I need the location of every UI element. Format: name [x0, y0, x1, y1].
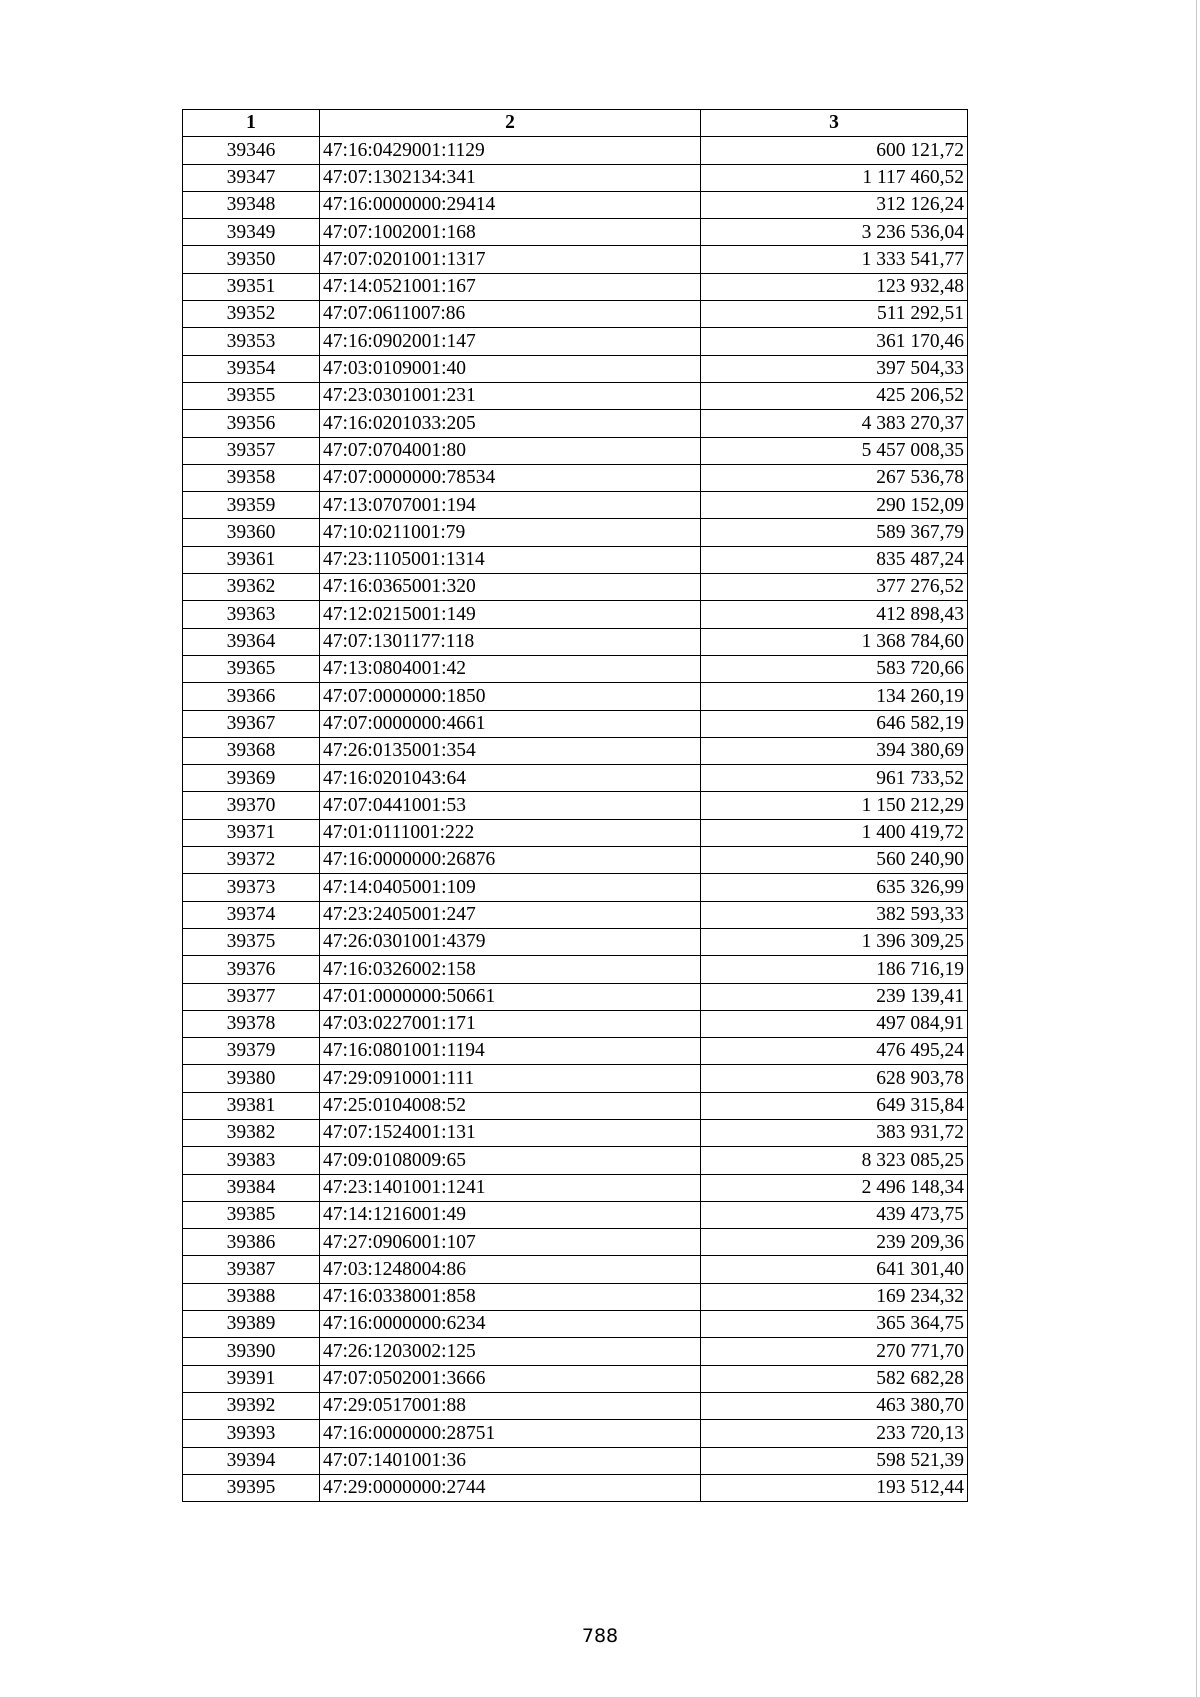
table-row — [183, 1092, 968, 1119]
value-cell: 382 593,33 — [701, 901, 968, 928]
cadastral-number-cell: 47:16:0201033:205 — [320, 410, 701, 437]
value-cell: 361 170,46 — [701, 328, 968, 355]
cadastral-number-cell: 47:16:0801001:1194 — [320, 1038, 701, 1065]
row-number-cell: 39376 — [183, 956, 320, 983]
value-cell: 641 301,40 — [701, 1256, 968, 1283]
table-row — [183, 874, 968, 901]
table-row — [183, 983, 968, 1010]
value-cell: 582 682,28 — [701, 1365, 968, 1392]
table-row — [183, 901, 968, 928]
cadastral-number-cell: 47:07:0000000:78534 — [320, 464, 701, 491]
row-number-cell: 39359 — [183, 492, 320, 519]
table-row — [183, 1256, 968, 1283]
value-cell: 560 240,90 — [701, 847, 968, 874]
table-header — [183, 110, 968, 137]
table-row — [183, 410, 968, 437]
table-row — [183, 1420, 968, 1447]
cadastral-number-cell: 47:03:0227001:171 — [320, 1010, 701, 1037]
cadastral-number-cell: 47:07:0000000:1850 — [320, 683, 701, 710]
cadastral-number-cell: 47:14:0521001:167 — [320, 273, 701, 300]
cadastral-number-cell: 47:16:0902001:147 — [320, 328, 701, 355]
table-row — [183, 737, 968, 764]
cadastral-number-cell: 47:09:0108009:65 — [320, 1147, 701, 1174]
table-row — [183, 1038, 968, 1065]
table-row — [183, 273, 968, 300]
table-row — [183, 928, 968, 955]
row-number-cell: 39371 — [183, 819, 320, 846]
row-number-cell: 39379 — [183, 1038, 320, 1065]
value-cell: 600 121,72 — [701, 137, 968, 164]
cadastral-number-cell: 47:07:1401001:36 — [320, 1447, 701, 1474]
cadastral-number-cell: 47:16:0326002:158 — [320, 956, 701, 983]
value-cell: 394 380,69 — [701, 737, 968, 764]
cadastral-number-cell: 47:26:0135001:354 — [320, 737, 701, 764]
value-cell: 123 932,48 — [701, 273, 968, 300]
value-cell: 5 457 008,35 — [701, 437, 968, 464]
cadastral-number-cell: 47:25:0104008:52 — [320, 1092, 701, 1119]
row-number-cell: 39374 — [183, 901, 320, 928]
table-row — [183, 301, 968, 328]
row-number-cell: 39366 — [183, 683, 320, 710]
row-number-cell: 39380 — [183, 1065, 320, 1092]
row-number-cell: 39387 — [183, 1256, 320, 1283]
cadastral-number-cell: 47:07:0502001:3666 — [320, 1365, 701, 1392]
table-row — [183, 1338, 968, 1365]
table-row — [183, 328, 968, 355]
table-header-row — [183, 110, 968, 137]
table-row — [183, 1392, 968, 1419]
row-number-cell: 39348 — [183, 191, 320, 218]
table-row — [183, 219, 968, 246]
value-cell: 646 582,19 — [701, 710, 968, 737]
value-cell: 583 720,66 — [701, 655, 968, 682]
cadastral-number-cell: 47:07:0201001:1317 — [320, 246, 701, 273]
table-row — [183, 246, 968, 273]
value-cell: 134 260,19 — [701, 683, 968, 710]
value-cell: 425 206,52 — [701, 382, 968, 409]
cadastral-number-cell: 47:14:1216001:49 — [320, 1201, 701, 1228]
value-cell: 598 521,39 — [701, 1447, 968, 1474]
table-row — [183, 1283, 968, 1310]
value-cell: 233 720,13 — [701, 1420, 968, 1447]
row-number-cell: 39351 — [183, 273, 320, 300]
row-number-cell: 39373 — [183, 874, 320, 901]
table-row — [183, 1365, 968, 1392]
row-number-cell: 39395 — [183, 1474, 320, 1501]
row-number-cell: 39350 — [183, 246, 320, 273]
table-row — [183, 574, 968, 601]
cadastral-number-cell: 47:13:0707001:194 — [320, 492, 701, 519]
cadastral-number-cell: 47:16:0000000:6234 — [320, 1311, 701, 1338]
cadastral-number-cell: 47:13:0804001:42 — [320, 655, 701, 682]
row-number-cell: 39386 — [183, 1229, 320, 1256]
cadastral-number-cell: 47:07:1002001:168 — [320, 219, 701, 246]
cadastral-number-cell: 47:27:0906001:107 — [320, 1229, 701, 1256]
row-number-cell: 39394 — [183, 1447, 320, 1474]
cadastral-number-cell: 47:07:1524001:131 — [320, 1119, 701, 1146]
value-cell: 1 150 212,29 — [701, 792, 968, 819]
row-number-cell: 39347 — [183, 164, 320, 191]
table-row — [183, 819, 968, 846]
cadastral-number-cell: 47:16:0338001:858 — [320, 1283, 701, 1310]
cadastral-number-cell: 47:23:0301001:231 — [320, 382, 701, 409]
value-cell: 835 487,24 — [701, 546, 968, 573]
value-cell: 3 236 536,04 — [701, 219, 968, 246]
row-number-cell: 39358 — [183, 464, 320, 491]
cadastral-number-cell: 47:29:0910001:111 — [320, 1065, 701, 1092]
value-cell: 270 771,70 — [701, 1338, 968, 1365]
row-number-cell: 39354 — [183, 355, 320, 382]
table-row — [183, 546, 968, 573]
table-row — [183, 464, 968, 491]
header-col-3: 3 — [701, 110, 968, 137]
table-row — [183, 765, 968, 792]
cadastral-number-cell: 47:29:0000000:2744 — [320, 1474, 701, 1501]
value-cell: 412 898,43 — [701, 601, 968, 628]
table-row — [183, 601, 968, 628]
value-cell: 290 152,09 — [701, 492, 968, 519]
row-number-cell: 39390 — [183, 1338, 320, 1365]
cadastral-number-cell: 47:07:0611007:86 — [320, 301, 701, 328]
cadastral-number-cell: 47:26:1203002:125 — [320, 1338, 701, 1365]
value-cell: 239 209,36 — [701, 1229, 968, 1256]
table-row — [183, 1229, 968, 1256]
table-row — [183, 1065, 968, 1092]
value-cell: 635 326,99 — [701, 874, 968, 901]
table-row — [183, 683, 968, 710]
row-number-cell: 39381 — [183, 1092, 320, 1119]
cadastral-number-cell: 47:01:0111001:222 — [320, 819, 701, 846]
page-number: 788 — [581, 1625, 619, 1647]
row-number-cell: 39356 — [183, 410, 320, 437]
row-number-cell: 39352 — [183, 301, 320, 328]
table-row — [183, 710, 968, 737]
table-row — [183, 191, 968, 218]
cadastral-number-cell: 47:16:0000000:26876 — [320, 847, 701, 874]
row-number-cell: 39393 — [183, 1420, 320, 1447]
cadastral-number-cell: 47:29:0517001:88 — [320, 1392, 701, 1419]
value-cell: 365 364,75 — [701, 1311, 968, 1338]
row-number-cell: 39349 — [183, 219, 320, 246]
data-table — [182, 109, 968, 1502]
table-body — [183, 137, 968, 1502]
row-number-cell: 39382 — [183, 1119, 320, 1146]
value-cell: 476 495,24 — [701, 1038, 968, 1065]
value-cell: 312 126,24 — [701, 191, 968, 218]
table-row — [183, 1174, 968, 1201]
row-number-cell: 39363 — [183, 601, 320, 628]
cadastral-number-cell: 47:14:0405001:109 — [320, 874, 701, 901]
cadastral-number-cell: 47:07:1301177:118 — [320, 628, 701, 655]
value-cell: 169 234,32 — [701, 1283, 968, 1310]
row-number-cell: 39388 — [183, 1283, 320, 1310]
table-row — [183, 355, 968, 382]
value-cell: 439 473,75 — [701, 1201, 968, 1228]
cadastral-number-cell: 47:01:0000000:50661 — [320, 983, 701, 1010]
header-col-2: 2 — [320, 110, 701, 137]
row-number-cell: 39362 — [183, 574, 320, 601]
cadastral-number-cell: 47:07:0441001:53 — [320, 792, 701, 819]
cadastral-number-cell: 47:16:0000000:29414 — [320, 191, 701, 218]
value-cell: 1 396 309,25 — [701, 928, 968, 955]
value-cell: 4 383 270,37 — [701, 410, 968, 437]
row-number-cell: 39384 — [183, 1174, 320, 1201]
cadastral-number-cell: 47:16:0201043:64 — [320, 765, 701, 792]
row-number-cell: 39369 — [183, 765, 320, 792]
value-cell: 383 931,72 — [701, 1119, 968, 1146]
value-cell: 8 323 085,25 — [701, 1147, 968, 1174]
value-cell: 186 716,19 — [701, 956, 968, 983]
value-cell: 511 292,51 — [701, 301, 968, 328]
cadastral-number-cell: 47:07:0704001:80 — [320, 437, 701, 464]
table-row — [183, 492, 968, 519]
value-cell: 1 368 784,60 — [701, 628, 968, 655]
cadastral-number-cell: 47:07:0000000:4661 — [320, 710, 701, 737]
table-row — [183, 655, 968, 682]
cadastral-number-cell: 47:03:0109001:40 — [320, 355, 701, 382]
row-number-cell: 39361 — [183, 546, 320, 573]
cadastral-number-cell: 47:23:1401001:1241 — [320, 1174, 701, 1201]
row-number-cell: 39385 — [183, 1201, 320, 1228]
row-number-cell: 39365 — [183, 655, 320, 682]
table-row — [183, 1201, 968, 1228]
row-number-cell: 39370 — [183, 792, 320, 819]
cadastral-number-cell: 47:16:0000000:28751 — [320, 1420, 701, 1447]
value-cell: 589 367,79 — [701, 519, 968, 546]
row-number-cell: 39367 — [183, 710, 320, 737]
table-row — [183, 1474, 968, 1501]
value-cell: 961 733,52 — [701, 765, 968, 792]
table-row — [183, 1010, 968, 1037]
row-number-cell: 39346 — [183, 137, 320, 164]
cadastral-number-cell: 47:23:2405001:247 — [320, 901, 701, 928]
table-row — [183, 628, 968, 655]
cadastral-number-cell: 47:16:0429001:1129 — [320, 137, 701, 164]
row-number-cell: 39377 — [183, 983, 320, 1010]
table-row — [183, 1147, 968, 1174]
value-cell: 628 903,78 — [701, 1065, 968, 1092]
cadastral-number-cell: 47:16:0365001:320 — [320, 574, 701, 601]
cadastral-number-cell: 47:26:0301001:4379 — [320, 928, 701, 955]
value-cell: 377 276,52 — [701, 574, 968, 601]
value-cell: 267 536,78 — [701, 464, 968, 491]
row-number-cell: 39357 — [183, 437, 320, 464]
cadastral-number-cell: 47:07:1302134:341 — [320, 164, 701, 191]
value-cell: 2 496 148,34 — [701, 1174, 968, 1201]
value-cell: 649 315,84 — [701, 1092, 968, 1119]
value-cell: 193 512,44 — [701, 1474, 968, 1501]
header-col-1: 1 — [183, 110, 320, 137]
row-number-cell: 39372 — [183, 847, 320, 874]
table-row — [183, 1447, 968, 1474]
cadastral-number-cell: 47:23:1105001:1314 — [320, 546, 701, 573]
cadastral-number-cell: 47:12:0215001:149 — [320, 601, 701, 628]
row-number-cell: 39368 — [183, 737, 320, 764]
row-number-cell: 39383 — [183, 1147, 320, 1174]
row-number-cell: 39360 — [183, 519, 320, 546]
row-number-cell: 39378 — [183, 1010, 320, 1037]
table-row — [183, 137, 968, 164]
row-number-cell: 39389 — [183, 1311, 320, 1338]
value-cell: 1 333 541,77 — [701, 246, 968, 273]
table-row — [183, 847, 968, 874]
cadastral-number-cell: 47:10:0211001:79 — [320, 519, 701, 546]
row-number-cell: 39391 — [183, 1365, 320, 1392]
table-row — [183, 956, 968, 983]
value-cell: 397 504,33 — [701, 355, 968, 382]
table-row — [183, 792, 968, 819]
row-number-cell: 39355 — [183, 382, 320, 409]
table-row — [183, 1119, 968, 1146]
value-cell: 1 117 460,52 — [701, 164, 968, 191]
page-edge-divider — [1196, 0, 1197, 1697]
row-number-cell: 39353 — [183, 328, 320, 355]
value-cell: 497 084,91 — [701, 1010, 968, 1037]
cadastral-number-cell: 47:03:1248004:86 — [320, 1256, 701, 1283]
value-cell: 1 400 419,72 — [701, 819, 968, 846]
value-cell: 463 380,70 — [701, 1392, 968, 1419]
table-row — [183, 437, 968, 464]
row-number-cell: 39364 — [183, 628, 320, 655]
table-row — [183, 164, 968, 191]
row-number-cell: 39392 — [183, 1392, 320, 1419]
table-row — [183, 519, 968, 546]
row-number-cell: 39375 — [183, 928, 320, 955]
table-row — [183, 1311, 968, 1338]
value-cell: 239 139,41 — [701, 983, 968, 1010]
table-row — [183, 382, 968, 409]
